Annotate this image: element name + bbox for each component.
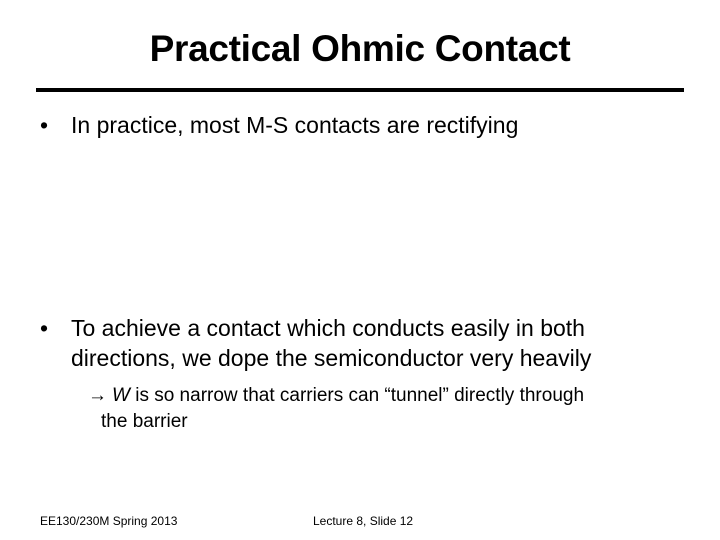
bullet-marker: • bbox=[40, 315, 49, 341]
footer-course: EE130/230M Spring 2013 bbox=[40, 514, 178, 528]
depletion-width-variable: W bbox=[112, 385, 130, 406]
bullet-text: To achieve a contact which conducts easily in both directions, we dope the semiconductor very heavily bbox=[71, 315, 592, 371]
footer-slide-number: Lecture 8, Slide 12 bbox=[313, 514, 414, 528]
right-arrow-icon: → bbox=[88, 385, 107, 406]
slide-title: Practical Ohmic Contact bbox=[149, 28, 571, 69]
sub-bullet-text-continued: the barrier bbox=[101, 411, 188, 432]
bullet-text: In practice, most M-S contacts are rectifying bbox=[71, 112, 519, 138]
title-underline bbox=[36, 88, 684, 92]
sub-bullet-text: is so narrow that carriers can “tunnel” directly through bbox=[129, 385, 585, 406]
sub-bullet-item bbox=[88, 383, 688, 435]
bullet-marker: • bbox=[40, 112, 49, 138]
